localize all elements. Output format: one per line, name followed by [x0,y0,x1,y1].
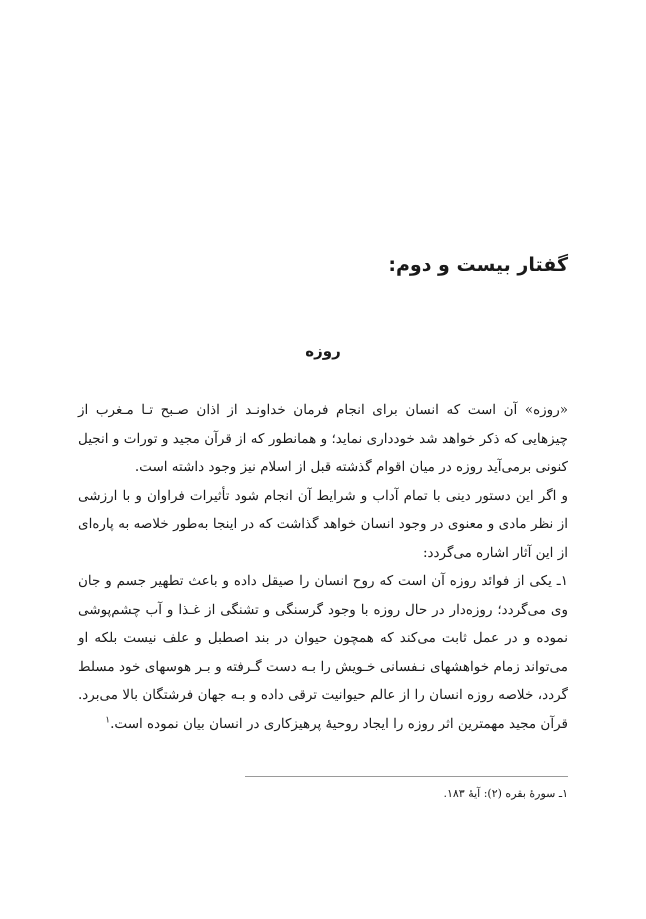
footnote-divider [245,776,568,777]
body-text [78,396,568,738]
footnote: ۱ـ سورهٔ بقره (۲): آیهٔ ۱۸۳. [443,787,568,800]
footnote-reference[interactable]: ۱ [105,715,111,725]
paragraph-intro: «روزه» آن است که انسان برای انجام فرمان خداونـد از اذان صـبح تـا مـغرب از چیزهایی که ذکر خواهد شد خودداری نماید؛ و همانطور که از قرآن مجید و تورات و انجیل کنونی برمی‌آید روزه در میان اقوام گذشته قبل از اسلام نیز وجود داشته است. [78,402,568,475]
paragraph-benefit-one [78,567,568,738]
paragraph-benefit-one-text: ۱ـ یکی از فوائد روزه آن است که روح انسان را صیقل داده و باعث تطهیر جسم و جان وی می‌گردد؛ روزه‌دار در حال روزه با وجود گرسنگی و تشنگی از غـذا و آب چشم‌پوشی نموده و در عمل ثابت می‌کند که همچون حیوان در بند اصطبل و علف نیست بلکه او می‌تواند زمام خواهشهای نـفسانی خـویش را بـه دست گـرفته و بـر هوسهای خود مسلط گردد، خلاصه روزه انسان را از عالم حیوانیت ترقی داده و بـه جهان فرشتگان بالا می‌برد. قرآن مجید مهمترین اثر روزه را ایجاد روحیهٔ پرهیزکاری در انسان بیان نموده است. [78,573,568,732]
paragraph-effects: و اگر این دستور دینی با تمام آداب و شرایط آن انجام شود تأثیرات فراوان و با ارزشی از نظر مادی و معنوی در وجود انسان خواهد گذاشت که در اینجا به‌طور خلاصه به پاره‌ای از این آثار اشاره می‌گردد: [78,487,568,561]
chapter-title: گفتار بیست و دوم: [388,254,568,276]
section-title: روزه [305,342,341,360]
